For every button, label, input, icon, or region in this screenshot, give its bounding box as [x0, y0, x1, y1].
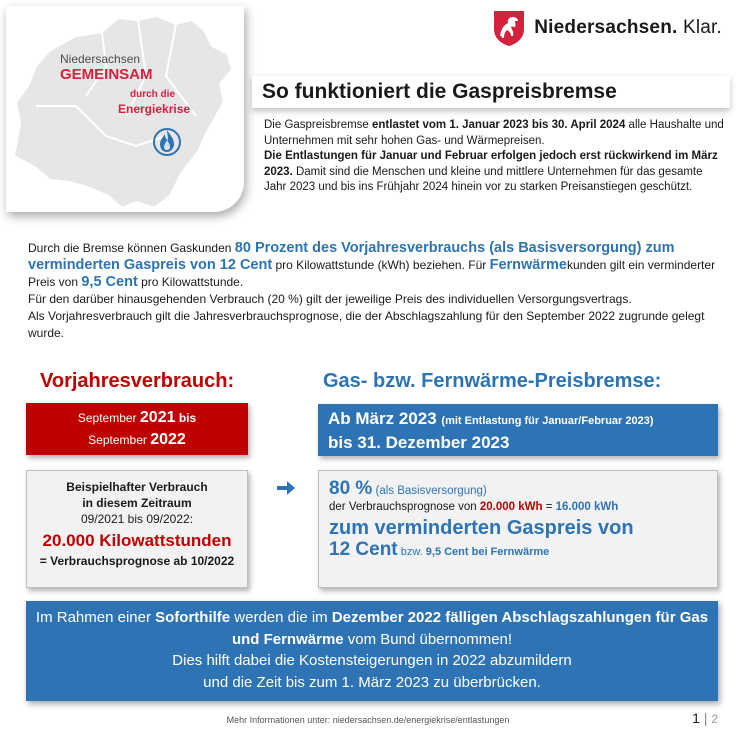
campaign-map-card [6, 6, 244, 212]
right-heading: Gas- bzw. Fernwärme-Preisbremse: [323, 370, 662, 392]
page-indicator: 1 | 2 [692, 710, 718, 726]
emergency-aid-box: Im Rahmen einer Soforthilfe werden die im Dezember 2022 fälligen Abschlagszahlungen für Gas und Fernwärme vom Bund übernommen! Dies hilft dabei die Kostensteigerungen in 2022 abzumildern und die Zeit bis zum 1. März 2023 zu überbrücken. [26, 601, 718, 701]
campaign-line-2: GEMEINSAM [60, 66, 153, 83]
previous-year-period-box: September 2021 bis September 2022 [26, 403, 248, 455]
campaign-line-1: Niedersachsen [60, 52, 141, 66]
left-heading: Vorjahresverbrauch: [40, 370, 235, 392]
campaign-line-3: durch die [130, 89, 176, 100]
consumption-example-box: Beispielhafter Verbrauch in diesem Zeitraum 09/2021 bis 09/2022: 20.000 Kilowattstunden = Verbrauchsprognose ab 10/2022 [26, 470, 248, 588]
brake-period-box: Ab März 2023 (mit Entlastung für Januar/Februar 2023) bis 31. Dezember 2023 [318, 404, 718, 456]
main-paragraph: Durch die Bremse können Gaskunden 80 Prozent des Vorjahresverbrauchs (als Basisversorgung) zum verminderten Gaspreis von 12 Cent pro Kilowattstunde (kWh) beziehen. Für Fernwärmekunden gilt ein verminderter Preis von 9,5 Cent pro Kilowattstunde. Für den darüber hinausgehenden Verbrauch (20 %) gilt der jeweilige Preis des individuellen Versorgungsvertrags. Als Vorjahresverbrauch gilt die Jahresverbrauchsprognose, die der Abschlagszahlung für den September 2022 zugrunde gelegt wurde. [28, 240, 716, 340]
flame-icon [152, 124, 182, 158]
page-2-link[interactable]: 2 [711, 712, 718, 726]
footer-info: Mehr Informationen unter: niedersachsen.de/energiekrise/entlastungen [226, 715, 510, 725]
footer-link[interactable]: niedersachsen.de/energiekrise/entlastungen [332, 715, 510, 725]
horse-coat-of-arms-icon [492, 9, 526, 47]
arrow-right-icon [276, 479, 296, 497]
intro-text: Die Gaspreisbremse entlastet vom 1. Januar 2023 bis 30. April 2024 alle Haushalte und Unternehmen mit sehr hohen Gas- und Wärmepreisen. Die Entlastungen für Januar und Februar erfolgen jedoch erst rückwirkend im März 2023. Damit sind die Menschen und kleine und mittlere Unternehmen für das gesamte Jahr 2023 und bis ins Frühjahr 2024 hinein vor zu starken Preisanstiegen geschützt. [264, 119, 724, 194]
brand-name: Niedersachsen. Klar. [534, 17, 722, 38]
campaign-line-4: Energiekrise [118, 102, 191, 116]
page-title: So funktioniert die Gaspreisbremse [262, 80, 617, 103]
brake-calculation-box: 80 % (als Basisversorgung) der Verbrauchsprognose von 20.000 kWh = 16.000 kWh zum verminderten Gaspreis von 12 Cent bzw. 9,5 Cent bei Fernwärme [318, 470, 718, 588]
brand-logo [492, 8, 722, 48]
